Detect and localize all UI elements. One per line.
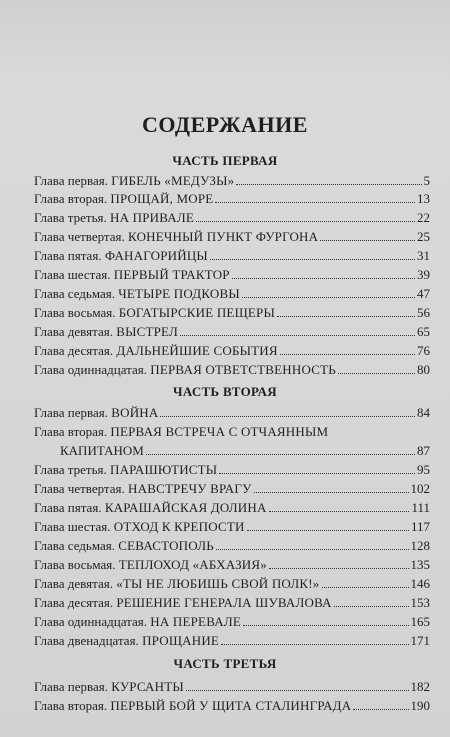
page-number: 135 bbox=[410, 557, 430, 572]
page-title: СОДЕРЖАНИЕ bbox=[142, 112, 308, 137]
page-number: 153 bbox=[410, 595, 430, 610]
part-heading-2: ЧАСТЬ ВТОРАЯ bbox=[173, 384, 277, 399]
toc-entry[interactable] bbox=[34, 631, 430, 650]
chapter-label: Глава одиннадцатая. bbox=[34, 362, 148, 377]
chapter-label: Глава десятая. bbox=[34, 343, 114, 358]
page-bleed-through bbox=[0, 0, 450, 80]
page-number: 182 bbox=[410, 679, 430, 694]
page-number: 165 bbox=[410, 614, 430, 629]
dot-leader bbox=[186, 678, 409, 691]
toc-entry[interactable] bbox=[34, 322, 430, 341]
toc-entry[interactable] bbox=[34, 265, 430, 284]
part-heading-3: ЧАСТЬ ТРЕТЬЯ bbox=[173, 656, 277, 671]
page-number: 95 bbox=[417, 462, 430, 477]
toc-entry[interactable] bbox=[34, 284, 430, 303]
chapter-label: Глава первая. bbox=[34, 173, 108, 188]
chapter-label: Глава шестая. bbox=[34, 519, 111, 534]
chapter-label: Глава вторая. bbox=[34, 698, 108, 713]
chapter-title: ОТХОД К КРЕПОСТИ bbox=[113, 519, 245, 534]
page-number: 31 bbox=[417, 248, 430, 263]
chapter-title: ЧЕТЫРЕ ПОДКОВЫ bbox=[118, 286, 240, 301]
chapter-label: Глава восьмая. bbox=[34, 305, 116, 320]
chapter-title: НА ПРИВАЛЕ bbox=[109, 210, 195, 225]
toc-entry[interactable] bbox=[34, 341, 430, 360]
dot-leader bbox=[338, 361, 415, 374]
chapter-title: КОНЕЧНЫЙ ПУНКТ ФУРГОНА bbox=[128, 229, 319, 244]
dot-leader bbox=[269, 556, 409, 569]
page-number: 47 bbox=[417, 286, 430, 301]
dot-leader bbox=[353, 697, 408, 710]
page-number: 117 bbox=[410, 519, 430, 534]
toc-entry[interactable] bbox=[34, 593, 430, 612]
toc-entry[interactable] bbox=[34, 246, 430, 265]
chapter-title: СЕВАСТОПОЛЬ bbox=[118, 538, 214, 553]
toc-entry[interactable] bbox=[34, 460, 430, 479]
toc-entry[interactable] bbox=[34, 208, 430, 227]
toc-entry[interactable] bbox=[34, 422, 430, 441]
chapter-title: ДАЛЬНЕЙШИЕ СОБЫТИЯ bbox=[116, 343, 278, 358]
page-number: 25 bbox=[417, 229, 430, 244]
chapter-title: ФАНАГОРИЙЦЫ bbox=[104, 248, 208, 263]
toc-entry[interactable] bbox=[34, 189, 430, 208]
toc-entry[interactable] bbox=[34, 612, 430, 631]
chapter-title: ГИБЕЛЬ «МЕДУЗЫ» bbox=[111, 173, 235, 188]
chapter-title: ПЕРВАЯ ВСТРЕЧА С ОТЧАЯННЫМ bbox=[110, 424, 329, 439]
dot-leader bbox=[216, 537, 409, 550]
dot-leader bbox=[254, 480, 409, 493]
toc-entry[interactable] bbox=[34, 403, 430, 422]
toc-entry-continuation[interactable] bbox=[60, 441, 430, 460]
page-number: 65 bbox=[417, 324, 430, 339]
chapter-title: ПЕРВАЯ ОТВЕТСТВЕННОСТЬ bbox=[150, 362, 336, 377]
chapter-label: Глава седьмая. bbox=[34, 538, 115, 553]
dot-leader bbox=[247, 518, 409, 531]
chapter-title: ПРОЩАЙ, МОРЕ bbox=[110, 191, 214, 206]
chapter-label: Глава двенадцатая. bbox=[34, 633, 139, 648]
chapter-title: ПАРАШЮТИСТЫ bbox=[109, 462, 218, 477]
chapter-title: НАВСТРЕЧУ ВРАГУ bbox=[128, 481, 252, 496]
dot-leader bbox=[277, 304, 415, 317]
dot-leader bbox=[269, 499, 410, 512]
dot-leader bbox=[320, 228, 415, 241]
toc-entry[interactable] bbox=[34, 479, 430, 498]
chapter-label: Глава пятая. bbox=[34, 248, 102, 263]
toc-entry[interactable] bbox=[34, 677, 430, 696]
dot-leader bbox=[215, 190, 415, 203]
chapter-title-continuation: КАПИТАНОМ bbox=[60, 443, 144, 458]
page-number: 76 bbox=[417, 343, 430, 358]
chapter-title: БОГАТЫРСКИЕ ПЕЩЕРЫ bbox=[118, 305, 275, 320]
toc-entry[interactable] bbox=[34, 574, 430, 593]
dot-leader bbox=[243, 613, 409, 626]
page-number: 111 bbox=[411, 500, 430, 515]
page-number: 22 bbox=[417, 210, 430, 225]
page-number: 84 bbox=[417, 405, 430, 420]
chapter-label: Глава восьмая. bbox=[34, 557, 116, 572]
chapter-title: ВОЙНА bbox=[111, 405, 159, 420]
chapter-label: Глава третья. bbox=[34, 210, 107, 225]
chapter-label: Глава десятая. bbox=[34, 595, 114, 610]
chapter-label: Глава четвертая. bbox=[34, 229, 125, 244]
chapter-title: ТЕПЛОХОД «АБХАЗИЯ» bbox=[118, 557, 267, 572]
chapter-title: РЕШЕНИЕ ГЕНЕРАЛА ШУВАЛОВА bbox=[116, 595, 332, 610]
page-number: 56 bbox=[417, 305, 430, 320]
dot-leader bbox=[232, 266, 415, 279]
page-number: 146 bbox=[410, 576, 430, 591]
chapter-label: Глава пятая. bbox=[34, 500, 102, 515]
dot-leader bbox=[146, 442, 415, 455]
chapter-title: «ТЫ НЕ ЛЮБИШЬ СВОЙ ПОЛК!» bbox=[116, 576, 320, 591]
dot-leader bbox=[334, 594, 409, 607]
toc-entry[interactable] bbox=[34, 171, 430, 190]
toc-entry[interactable] bbox=[34, 696, 430, 715]
chapter-label: Глава первая. bbox=[34, 405, 108, 420]
chapter-label: Глава девятая. bbox=[34, 576, 113, 591]
chapter-label: Глава шестая. bbox=[34, 267, 111, 282]
chapter-label: Глава третья. bbox=[34, 462, 107, 477]
chapter-label: Глава седьмая. bbox=[34, 286, 115, 301]
chapter-label: Глава четвертая. bbox=[34, 481, 125, 496]
page-number: 39 bbox=[417, 267, 430, 282]
toc-entry[interactable] bbox=[34, 227, 430, 246]
dot-leader bbox=[196, 209, 415, 222]
chapter-label: Глава вторая. bbox=[34, 191, 108, 206]
dot-leader bbox=[160, 404, 415, 417]
toc-entry[interactable] bbox=[34, 360, 430, 379]
page-number: 102 bbox=[410, 481, 430, 496]
dot-leader bbox=[210, 247, 415, 260]
dot-leader bbox=[221, 632, 408, 645]
dot-leader bbox=[236, 172, 421, 185]
page-number: 190 bbox=[410, 698, 430, 713]
chapter-label: Глава первая. bbox=[34, 679, 108, 694]
toc-entry[interactable] bbox=[34, 303, 430, 322]
dot-leader bbox=[219, 461, 415, 474]
page-number: 80 bbox=[417, 362, 430, 377]
page-number: 5 bbox=[423, 173, 430, 188]
chapter-label: Глава девятая. bbox=[34, 324, 113, 339]
toc-entry[interactable] bbox=[34, 498, 430, 517]
dot-leader bbox=[242, 285, 415, 298]
page-number: 87 bbox=[417, 443, 430, 458]
page-number: 171 bbox=[410, 633, 430, 648]
chapter-label: Глава одиннадцатая. bbox=[34, 614, 148, 629]
chapter-title: КУРСАНТЫ bbox=[111, 679, 184, 694]
dot-leader bbox=[180, 323, 415, 336]
dot-leader bbox=[280, 342, 415, 355]
page-number: 128 bbox=[410, 538, 430, 553]
chapter-title: ПРОЩАНИЕ bbox=[142, 633, 220, 648]
chapter-label: Глава вторая. bbox=[34, 424, 108, 439]
dot-leader bbox=[322, 575, 409, 588]
chapter-title: КАРАШАЙСКАЯ ДОЛИНА bbox=[104, 500, 267, 515]
page-number: 13 bbox=[417, 191, 430, 206]
chapter-title: НА ПЕРЕВАЛЕ bbox=[150, 614, 241, 629]
toc-entry[interactable] bbox=[34, 555, 430, 574]
toc-entry[interactable] bbox=[34, 536, 430, 555]
toc-entry[interactable] bbox=[34, 517, 430, 536]
part-heading-1: ЧАСТЬ ПЕРВАЯ bbox=[172, 153, 278, 168]
chapter-title: ПЕРВЫЙ БОЙ У ЩИТА СТАЛИНГРАДА bbox=[110, 698, 352, 713]
chapter-title: ПЕРВЫЙ ТРАКТОР bbox=[113, 267, 230, 282]
chapter-title: ВЫСТРЕЛ bbox=[116, 324, 179, 339]
